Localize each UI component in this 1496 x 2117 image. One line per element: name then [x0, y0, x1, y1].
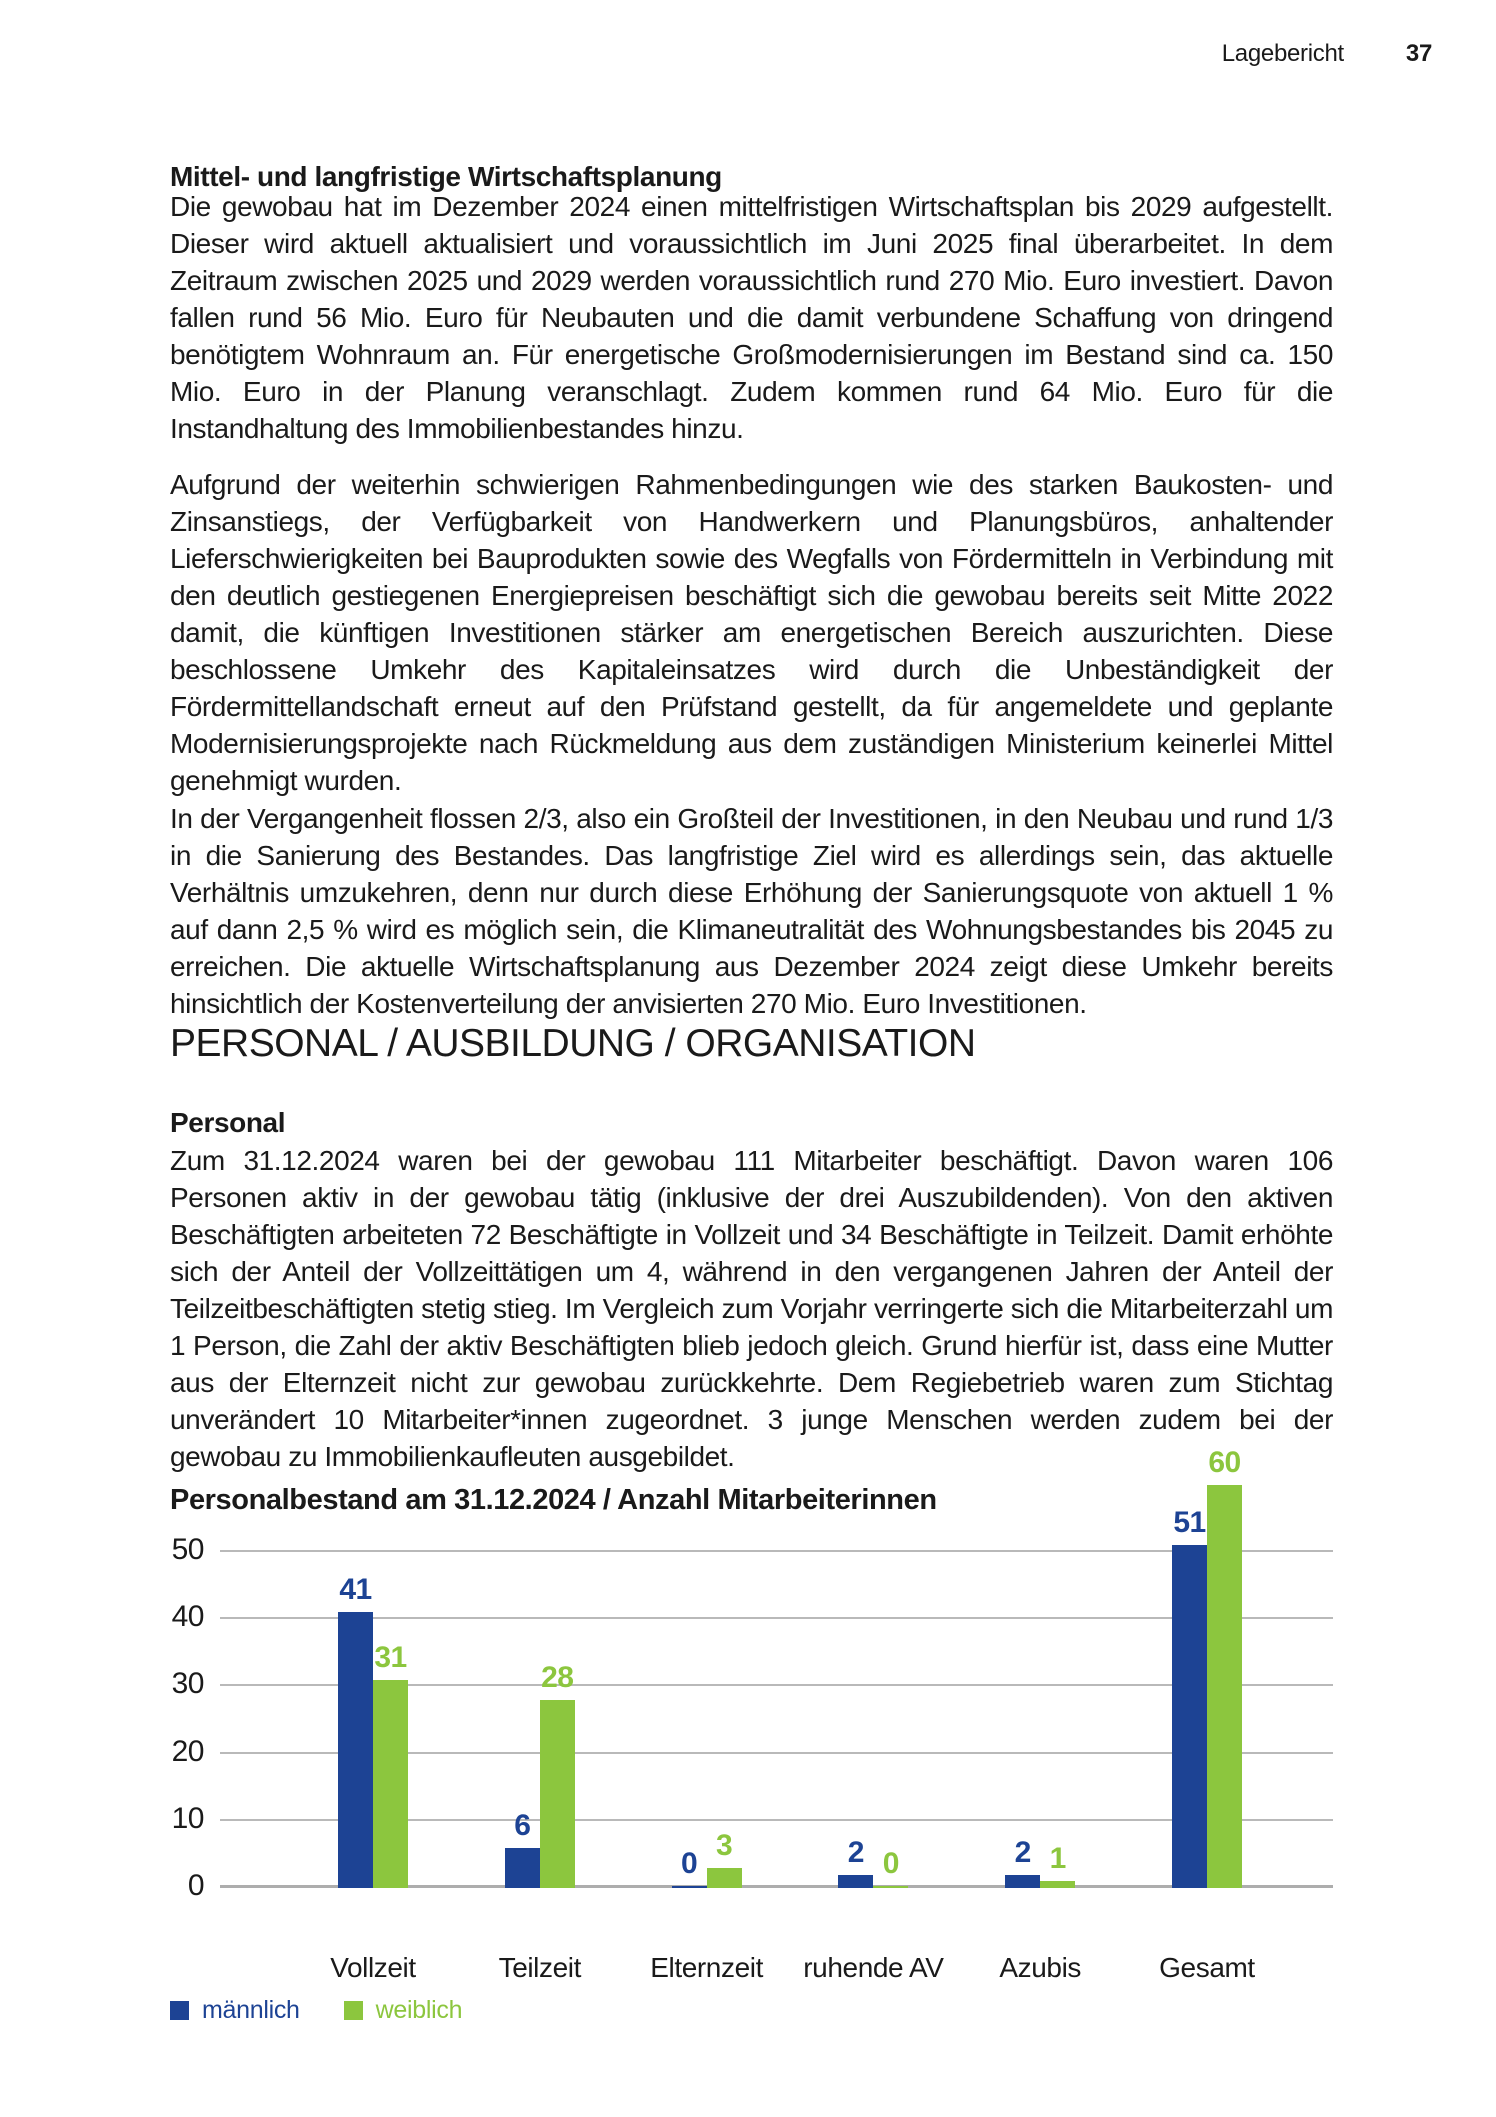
- x-label-Elternzeit: Elternzeit: [650, 1952, 763, 1983]
- x-label-Gesamt: Gesamt: [1159, 1952, 1255, 1983]
- page-header: [1222, 40, 1432, 68]
- legend-label-männlich: männlich: [202, 1996, 300, 2024]
- bar-weiblich-Gesamt: [1207, 1485, 1242, 1888]
- page-number: 37: [1405, 40, 1432, 67]
- value-label-männlich-Teilzeit: 6: [514, 1808, 531, 1842]
- bar-männlich-Teilzeit: [505, 1848, 540, 1888]
- legend-item-weiblich: [344, 1996, 463, 2025]
- bar-weiblich-Teilzeit: [540, 1700, 575, 1888]
- bar-weiblich-Azubis: [1040, 1881, 1075, 1888]
- heading-wirtschaftsplanung: Mittel- und langfristige Wirtschaftsplanung: [170, 161, 722, 192]
- value-label-weiblich-ruhende AV: 0: [882, 1846, 899, 1880]
- section-heading-personal: PERSONAL / AUSBILDUNG / ORGANISATION: [170, 1022, 976, 1065]
- personal-subheading-block: [170, 1104, 1333, 1141]
- value-label-weiblich-Gesamt: 60: [1208, 1445, 1241, 1479]
- bar-chart-plot-area: [171, 1445, 1333, 1902]
- paragraph-block-2: [170, 466, 1333, 799]
- value-label-männlich-ruhende AV: 2: [847, 1835, 864, 1869]
- value-label-männlich-Vollzeit: 41: [339, 1573, 372, 1607]
- gridline-40: [220, 1617, 1333, 1619]
- y-tick-0: 0: [187, 1869, 204, 1902]
- bar-männlich-Gesamt: [1172, 1545, 1207, 1888]
- legend-item-männlich: [170, 1996, 300, 2025]
- paragraph-personal: Zum 31.12.2024 waren bei der gewobau 111 Mitarbeiter beschäftigt. Davon waren 106 Personen aktiv in der gewobau tätig (inklusive der drei Auszubildenden). Von den aktiven Beschäftigten arbeiteten 72 Beschäftigte in Vollzeit und 34 Beschäftigte in Teilzeit. Damit erhöhte sich der Anteil der Vollzeittätigen um 4, während in den vergangenen Jahren der Anteil der Teilzeitbeschäftigten stetig stieg. Im Vergleich zum Vorjahr verringerte sich die Mitarbeiterzahl um 1 Person, die Zahl der aktiv Beschäftigten blieb jedoch gleich. Grund hierfür ist, dass eine Mutter aus der Elternzeit nicht zur gewobau zurückkehrte. Dem Regiebetrieb waren zum Stichtag unverändert 10 Mitarbeiter*innen zugeordnet. 3 junge Menschen werden zudem bei der gewobau zu Immobilienkaufleuten ausgebildet.: [170, 1145, 1333, 1472]
- paragraph-block-3: [170, 800, 1333, 1022]
- x-label-Teilzeit: Teilzeit: [498, 1952, 581, 1983]
- y-tick-10: 10: [171, 1801, 204, 1835]
- paragraph-wirtschaftsplanung-2: Aufgrund der weiterhin schwierigen Rahmenbedingungen wie des starken Baukosten- und Zinsanstiegs, der Verfügbarkeit von Handwerkern und Planungsbüros, anhaltender Lieferschwierigkeiten bei Bauprodukten sowie des Wegfalls von Fördermitteln in Verbindung mit den deutlich gestiegenen Energiepreisen beschäftigt sich die gewobau bereits seit Mitte 2022 damit, die künftigen Investitionen stärker am energetischen Bereich auszurichten. Diese beschlossene Umkehr des Kapitaleinsatzes wird durch die Unbeständigkeit der Fördermittellandschaft erneut auf den Prüfstand gestellt, da für angemeldete und geplante Modernisierungsprojekte nach Rückmeldung aus dem zuständigen Ministerium keinerlei Mittel genehmigt wurden.: [170, 469, 1333, 796]
- section-heading-block: [170, 1022, 1333, 1066]
- bar-männlich-Azubis: [1005, 1875, 1040, 1888]
- value-label-männlich-Azubis: 2: [1014, 1835, 1031, 1869]
- value-label-männlich-Elternzeit: 0: [681, 1846, 698, 1880]
- x-label-Azubis: Azubis: [999, 1952, 1082, 1983]
- value-label-weiblich-Azubis: 1: [1049, 1842, 1066, 1876]
- x-label-ruhende AV: ruhende AV: [803, 1952, 944, 1983]
- bar-weiblich-Elternzeit: [707, 1868, 742, 1888]
- x-label-Vollzeit: Vollzeit: [330, 1952, 416, 1983]
- chart-x-axis-labels: [220, 1952, 1333, 1992]
- legend-swatch-männlich: [170, 2001, 189, 2020]
- bar-männlich-Elternzeit: [672, 1886, 707, 1889]
- paragraph-wirtschaftsplanung-3: In der Vergangenheit flossen 2/3, also ein Großteil der Investitionen, in den Neubau und rund 1/3 in die Sanierung des Bestandes. Das langfristige Ziel wird es allerdings sein, das aktuelle Verhältnis umzukehren, denn nur durch diese Erhöhung der Sanierungsquote von aktuell 1 % auf dann 2,5 % wird es möglich sein, die Klimaneutralität des Wohnungsbestandes bis 2045 zu erreichen. Die aktuelle Wirtschaftsplanung aus Dezember 2024 zeigt diese Umkehr bereits hinsichtlich der Kostenverteilung der anvisierten 270 Mio. Euro Investitionen.: [170, 803, 1333, 1019]
- y-tick-40: 40: [171, 1600, 204, 1634]
- header-label: Lagebericht: [1221, 40, 1344, 67]
- value-label-weiblich-Elternzeit: 3: [716, 1828, 733, 1862]
- subheading-personal: Personal: [170, 1107, 286, 1138]
- legend-swatch-weiblich: [344, 2001, 363, 2020]
- bar-weiblich-ruhende AV: [873, 1886, 908, 1889]
- paragraph-block-1: [170, 188, 1333, 447]
- paragraph-block-4: [170, 1142, 1333, 1475]
- chart-legend: [170, 1996, 462, 2025]
- bar-weiblich-Vollzeit: [373, 1680, 408, 1888]
- paragraph-wirtschaftsplanung-1: Die gewobau hat im Dezember 2024 einen mittelfristigen Wirtschaftsplan bis 2029 aufgestellt. Dieser wird aktuell aktualisiert und voraussichtlich im Juni 2025 final überarbeitet. In dem Zeitraum zwischen 2025 und 2029 werden voraussichtlich rund 270 Mio. Euro investiert. Davon fallen rund 56 Mio. Euro für Neubauten und die damit verbundene Schaffung von dringend benötigtem Wohnraum an. Für energetische Großmodernisierungen im Bestand sind ca. 150 Mio. Euro in der Planung veranschlagt. Zudem kommen rund 64 Mio. Euro für die Instandhaltung des Immobilienbestandes hinzu.: [170, 191, 1333, 444]
- value-label-weiblich-Vollzeit: 31: [374, 1640, 407, 1674]
- y-tick-30: 30: [171, 1667, 204, 1701]
- value-label-weiblich-Teilzeit: 28: [541, 1660, 574, 1694]
- gridline-50: [220, 1550, 1333, 1552]
- legend-label-weiblich: weiblich: [375, 1996, 463, 2024]
- y-tick-20: 20: [171, 1734, 204, 1768]
- chart-title: Personalbestand am 31.12.2024 / Anzahl Mitarbeiterinnen: [170, 1484, 937, 1516]
- y-tick-50: 50: [171, 1533, 204, 1566]
- value-label-männlich-Gesamt: 51: [1173, 1506, 1206, 1540]
